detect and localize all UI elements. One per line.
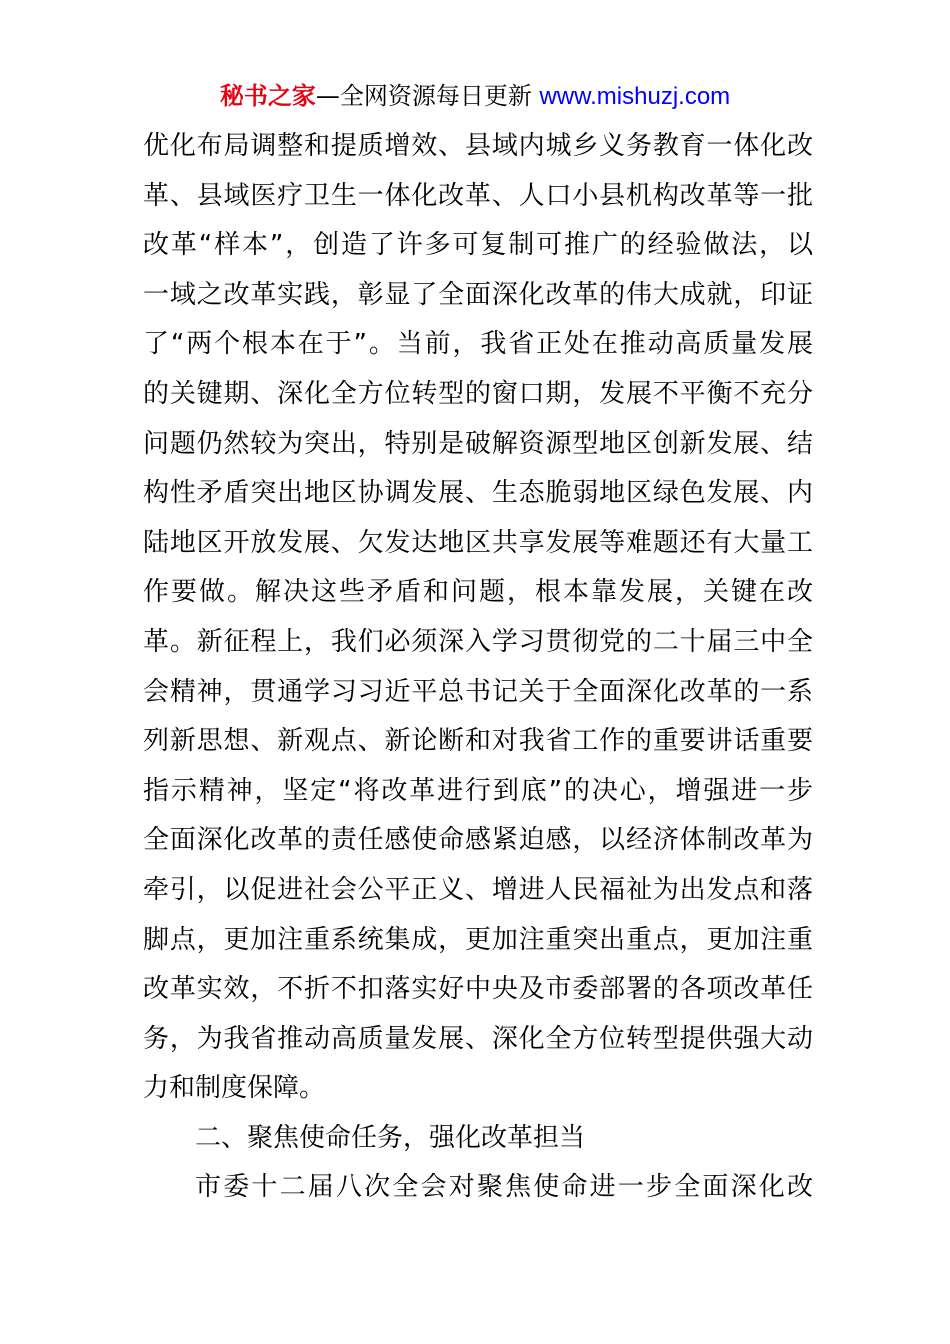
paragraph-line: 会精神，贯通学习习近平总书记关于全面深化改革的一系 — [143, 676, 813, 707]
paragraph-line: 全面深化改革的责任感使命感紧迫感，以经济体制改革为 — [143, 825, 813, 856]
paragraph-line: 务，为我省推动高质量发展、深化全方位转型提供强大动 — [143, 1023, 813, 1054]
paragraph-line: 革。新征程上，我们必须深入学习贯彻党的二十届三中全 — [143, 626, 813, 657]
section-heading: 二、聚焦使命任务，强化改革担当 — [195, 1122, 586, 1153]
paragraph-line: 革、县域医疗卫生一体化改革、人口小县机构改革等一批 — [143, 180, 813, 211]
paragraph-line: 作要做。解决这些矛盾和问题，根本靠发展，关键在改 — [143, 577, 813, 608]
paragraph-line: 一域之改革实践，彰显了全面深化改革的伟大成就，印证 — [143, 279, 813, 310]
paragraph-line: 优化布局调整和提质增效、县域内城乡义务教育一体化改 — [143, 131, 813, 161]
paragraph-line: 列新思想、新观点、新论断和对我省工作的重要讲话重要 — [143, 726, 813, 757]
paragraph-line: 市委十二届八次全会对聚焦使命进一步全面深化改 — [195, 1172, 813, 1203]
paragraph-line: 了“两个根本在于”。当前，我省正处在推动高质量发展 — [143, 329, 813, 360]
paragraph-line: 改革“样本”，创造了许多可复制可推广的经验做法，以 — [143, 230, 813, 261]
paragraph-line: 的关键期、深化全方位转型的窗口期，发展不平衡不充分 — [143, 378, 813, 409]
paragraph-line: 改革实效，不折不扣落实好中央及市委部署的各项改革任 — [143, 974, 813, 1005]
paragraph-line: 问题仍然较为突出，特别是破解资源型地区创新发展、结 — [143, 428, 813, 459]
paragraph-line: 力和制度保障。 — [143, 1073, 326, 1104]
brand-name: 秘书之家 — [219, 82, 316, 110]
paragraph-line: 脚点，更加注重系统集成，更加注重突出重点，更加注重 — [143, 924, 813, 955]
paragraph-line: 牵引，以促进社会公平正义、增进人民福祉为出发点和落 — [143, 874, 813, 905]
site-url-link[interactable]: www.mishuzj.com — [539, 83, 731, 110]
paragraph-line: 陆地区开放发展、欠发达地区共享发展等难题还有大量工 — [143, 527, 813, 558]
paragraph-line: 指示精神，坚定“将改革进行到底”的决心，增强进一步 — [143, 775, 813, 806]
document-body — [143, 122, 813, 1213]
brand-tagline: —全网资源每日更新 — [315, 82, 540, 110]
paragraph-line: 构性矛盾突出地区协调发展、生态脆弱地区绿色发展、内 — [143, 478, 813, 509]
site-watermark-header — [0, 80, 950, 113]
